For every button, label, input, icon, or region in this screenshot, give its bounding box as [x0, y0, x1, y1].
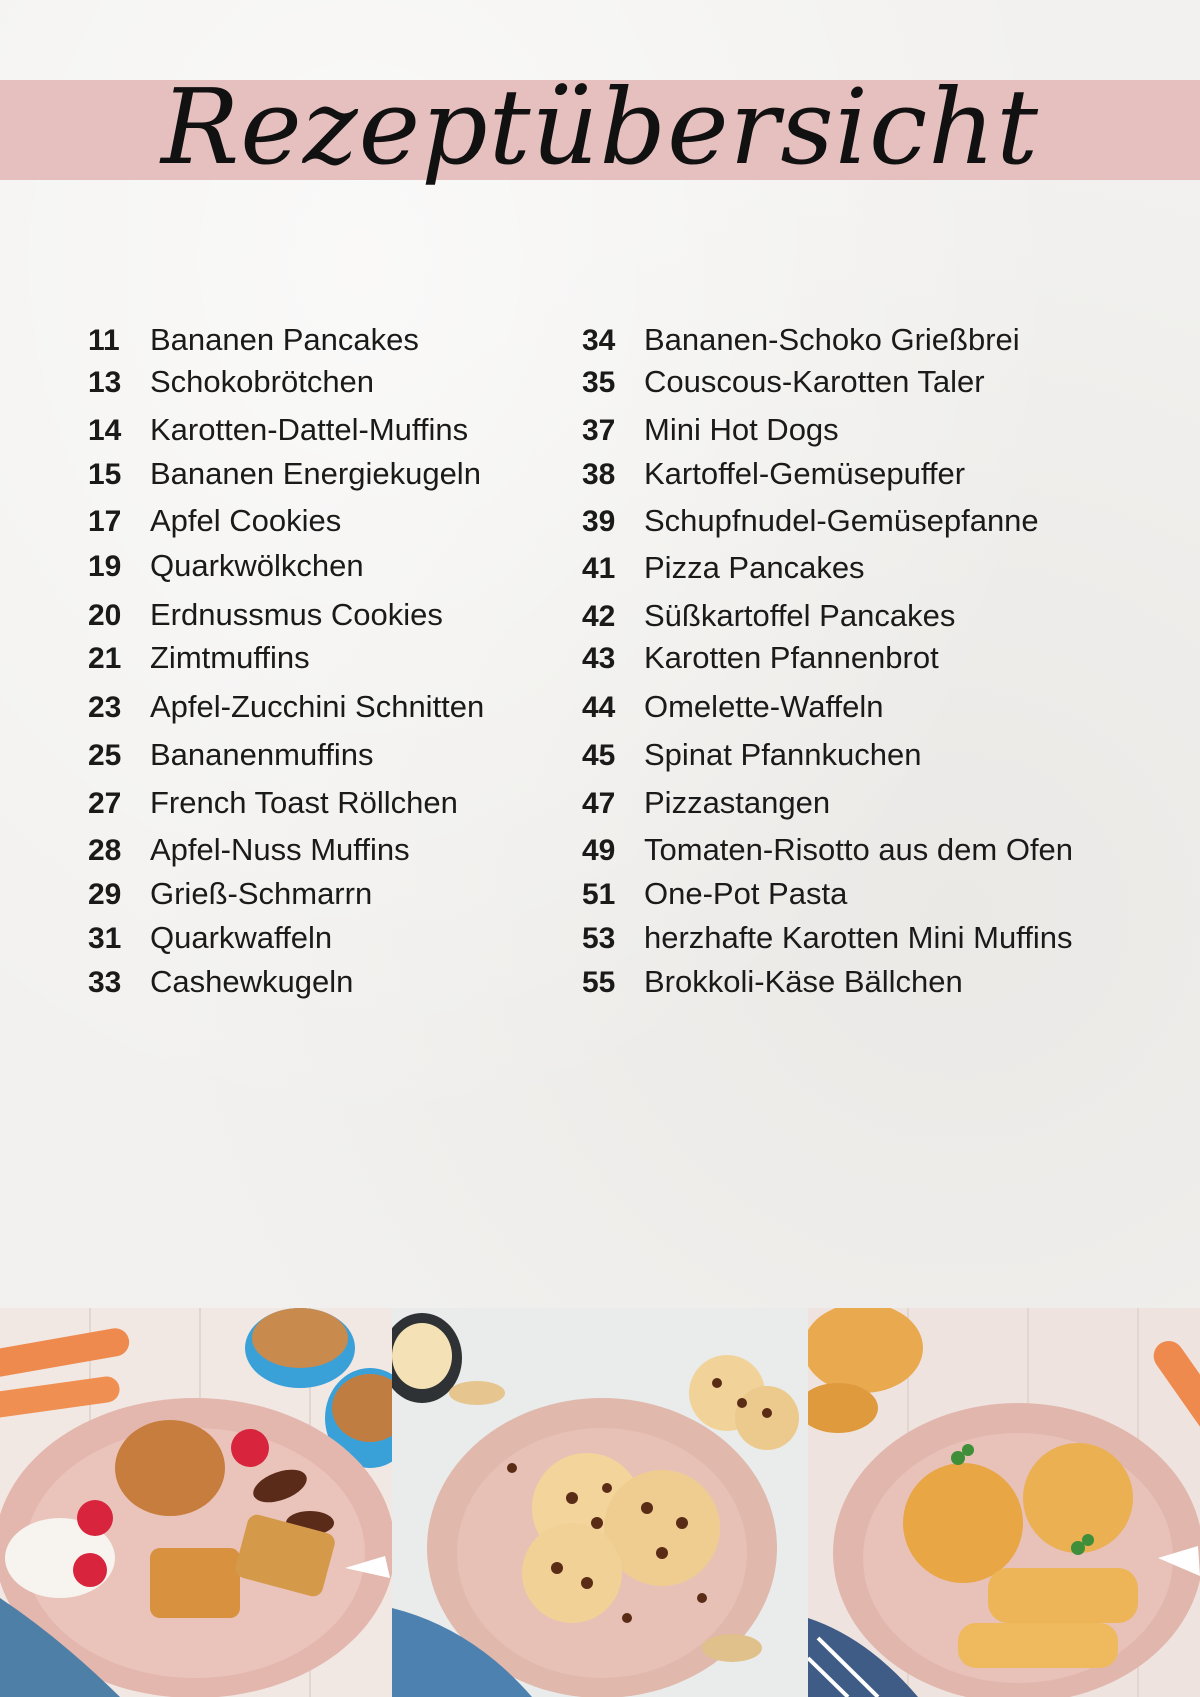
recipe-entry — [582, 783, 830, 824]
recipe-page-number: 53 — [582, 922, 616, 955]
recipe-entry — [582, 501, 1039, 542]
recipe-entry — [88, 830, 410, 871]
recipe-name: Quarkwaffeln — [150, 920, 333, 955]
recipe-entry — [582, 874, 847, 915]
recipe-entry — [88, 874, 372, 915]
recipe-name: Kartoffel-Gemüsepuffer — [644, 456, 966, 491]
recipe-name: Zimtmuffins — [150, 640, 310, 675]
recipe-name: Pizzastangen — [644, 785, 831, 820]
recipe-page-number: 20 — [88, 599, 122, 632]
recipe-name: Bananenmuffins — [150, 737, 374, 772]
recipe-entry — [88, 320, 419, 361]
recipe-page-number: 35 — [582, 366, 616, 399]
recipe-name: Apfel-Zucchini Schnitten — [150, 689, 485, 724]
photo-strip — [0, 1308, 1200, 1697]
muffin-photo — [0, 1308, 392, 1697]
recipe-name: Omelette-Waffeln — [644, 689, 884, 724]
recipe-entry — [582, 687, 883, 728]
recipe-entry — [88, 595, 443, 636]
recipe-entry — [582, 830, 1073, 871]
recipe-page-number: 55 — [582, 966, 616, 999]
recipe-entry — [88, 638, 310, 679]
recipe-page-number: 41 — [582, 552, 616, 585]
recipe-entry — [88, 735, 373, 776]
page-title: Rezeptübersicht — [160, 66, 1040, 188]
recipe-name: Grieß-Schmarrn — [150, 876, 373, 911]
recipe-name: herzhafte Karotten Mini Muffins — [644, 920, 1073, 955]
recipe-entry — [582, 918, 1072, 959]
recipe-name: Erdnussmus Cookies — [150, 597, 443, 632]
recipe-entry — [88, 454, 481, 495]
recipe-page-number: 44 — [582, 691, 616, 724]
recipe-page-number: 14 — [88, 414, 122, 447]
recipe-name: One-Pot Pasta — [644, 876, 848, 911]
recipe-page-number: 31 — [88, 922, 122, 955]
recipe-page-number: 51 — [582, 878, 616, 911]
recipe-name: Mini Hot Dogs — [644, 412, 839, 447]
recipe-page-number: 34 — [582, 324, 616, 357]
recipe-name: Apfel-Nuss Muffins — [150, 832, 410, 867]
recipe-entry — [88, 918, 332, 959]
recipe-name: Schupfnudel-Gemüsepfanne — [644, 503, 1039, 538]
recipe-entry — [582, 638, 939, 679]
recipe-page-number: 38 — [582, 458, 616, 491]
recipe-entry — [582, 548, 865, 589]
recipe-name: Bananen Pancakes — [150, 322, 419, 357]
recipe-entry — [582, 454, 965, 495]
recipe-page-number: 25 — [88, 739, 122, 772]
recipe-name: Tomaten-Risotto aus dem Ofen — [644, 832, 1074, 867]
recipe-name: Spinat Pfannkuchen — [644, 737, 922, 772]
recipe-name: Karotten-Dattel-Muffins — [150, 412, 469, 447]
recipe-name: Bananen-Schoko Grießbrei — [644, 322, 1020, 357]
recipe-page-number: 19 — [88, 550, 122, 583]
recipe-page-number: 15 — [88, 458, 122, 491]
recipe-entry — [88, 410, 468, 451]
recipe-entry — [582, 962, 963, 1003]
recipe-page-number: 23 — [88, 691, 122, 724]
recipe-name: Quarkwölkchen — [150, 548, 364, 583]
recipe-page-number: 13 — [88, 366, 122, 399]
recipe-name: Brokkoli-Käse Bällchen — [644, 964, 963, 999]
recipe-entry — [582, 596, 955, 637]
recipe-page-number: 33 — [88, 966, 122, 999]
recipe-page-number: 47 — [582, 787, 616, 820]
recipe-name: French Toast Röllchen — [150, 785, 458, 820]
recipe-name: Karotten Pfannenbrot — [644, 640, 939, 675]
recipe-name: Cashewkugeln — [150, 964, 354, 999]
recipe-entry — [88, 501, 341, 542]
recipe-name: Pizza Pancakes — [644, 550, 865, 585]
recipe-page-number: 29 — [88, 878, 122, 911]
recipe-page-number: 27 — [88, 787, 122, 820]
recipe-entry — [88, 546, 364, 587]
recipe-entry — [582, 362, 985, 403]
recipe-entry — [88, 687, 484, 728]
recipe-page-number: 11 — [88, 324, 120, 357]
recipe-name: Schokobrötchen — [150, 364, 375, 399]
recipe-page-number: 49 — [582, 834, 616, 867]
recipe-entry — [88, 362, 374, 403]
recipe-page-number: 28 — [88, 834, 122, 867]
recipe-name: Bananen Energiekugeln — [150, 456, 481, 491]
recipe-name: Couscous-Karotten Taler — [644, 364, 985, 399]
cookie-photo — [392, 1308, 808, 1697]
recipe-entry — [582, 410, 839, 451]
recipe-page-number: 42 — [582, 600, 616, 633]
recipe-entry — [88, 783, 458, 824]
recipe-entry — [88, 962, 353, 1003]
recipe-entry — [582, 735, 922, 776]
recipe-page-number: 39 — [582, 505, 616, 538]
patty-photo — [808, 1308, 1200, 1697]
recipe-page-number: 37 — [582, 414, 616, 447]
recipe-page-number: 43 — [582, 642, 616, 675]
recipe-name: Süßkartoffel Pancakes — [644, 598, 956, 633]
recipe-page-number: 17 — [88, 505, 122, 538]
recipe-page-number: 45 — [582, 739, 616, 772]
recipe-entry — [582, 320, 1020, 361]
recipe-name: Apfel Cookies — [150, 503, 342, 538]
recipe-page-number: 21 — [88, 642, 122, 675]
